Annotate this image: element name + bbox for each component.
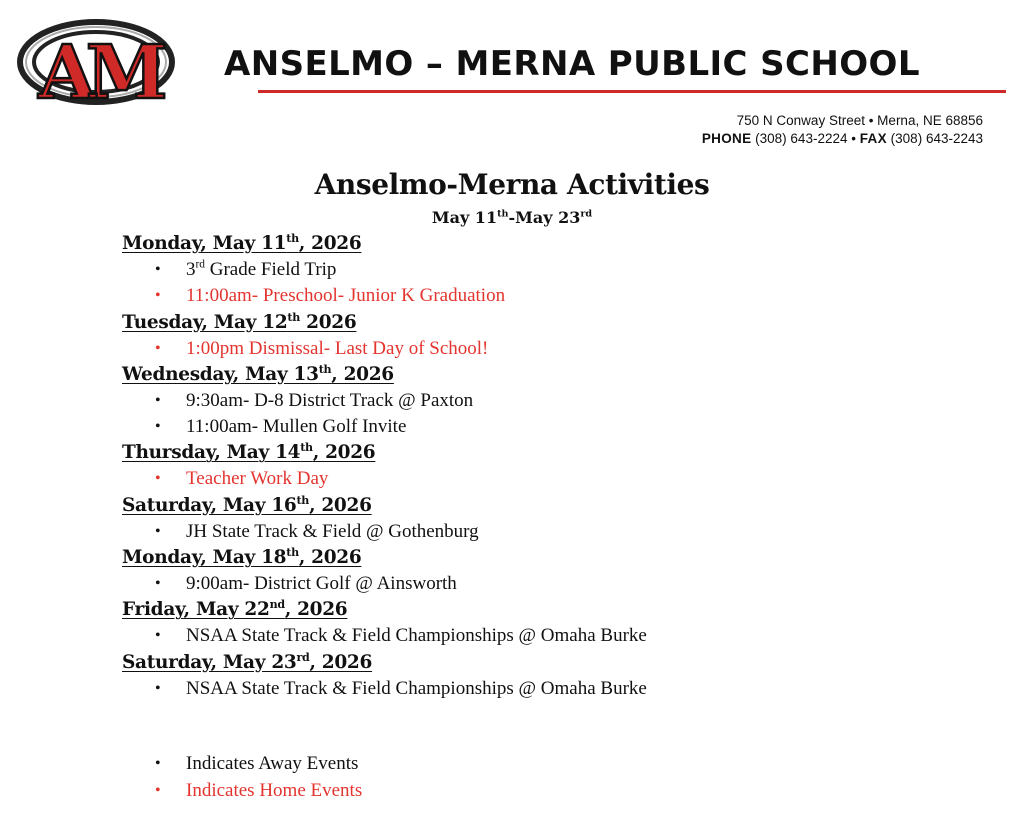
event-text-part: NSAA State Track & Field Championships @ Omaha Burke bbox=[186, 677, 647, 699]
bullet-icon: • bbox=[155, 287, 161, 305]
event-text bbox=[186, 466, 328, 492]
day-heading-year: , 2026 bbox=[312, 442, 376, 464]
event-text-part: NSAA State Track & Field Championships @ Omaha Burke bbox=[186, 625, 647, 647]
bullet-icon: • bbox=[155, 575, 161, 593]
phone-label: PHONE bbox=[701, 131, 752, 146]
letterhead bbox=[0, 0, 1024, 160]
page-title: Anselmo-Merna Activities bbox=[314, 168, 710, 201]
bullet-icon: • bbox=[155, 470, 161, 488]
bullet-icon: • bbox=[155, 679, 161, 697]
day-heading-year: , 2026 bbox=[331, 363, 394, 385]
day-heading bbox=[122, 650, 1002, 676]
event-list bbox=[122, 571, 1002, 597]
away-event-item bbox=[122, 519, 1002, 545]
day-heading-date: Thursday, May 14 bbox=[122, 442, 301, 464]
phone-number: (308) 643-2224 bbox=[755, 131, 848, 146]
event-text-part: 11:00am- Preschool- Junior K Graduation bbox=[186, 285, 506, 307]
contact-block bbox=[702, 112, 983, 148]
legend-home bbox=[122, 777, 722, 804]
bullet-icon: • bbox=[155, 522, 161, 540]
event-text bbox=[186, 257, 336, 283]
contact-separator: • bbox=[851, 131, 856, 146]
away-event-item bbox=[122, 388, 1002, 414]
event-list bbox=[122, 519, 1002, 545]
day-heading bbox=[122, 310, 1002, 336]
day-heading-ordinal: th bbox=[286, 231, 299, 245]
bullet-icon: • bbox=[155, 627, 161, 645]
day-heading bbox=[122, 493, 1002, 519]
home-event-item bbox=[122, 466, 1002, 492]
event-text bbox=[186, 571, 457, 597]
event-text bbox=[186, 414, 406, 440]
legend-away bbox=[122, 750, 722, 777]
event-list bbox=[122, 676, 1002, 702]
home-event-item bbox=[122, 336, 1002, 362]
event-list bbox=[122, 466, 1002, 492]
bullet-icon: • bbox=[155, 755, 161, 772]
day-heading bbox=[122, 597, 1002, 623]
day-heading-ordinal: th bbox=[296, 493, 310, 507]
day-heading bbox=[122, 545, 1002, 571]
away-event-item bbox=[122, 571, 1002, 597]
bullet-icon: • bbox=[155, 391, 161, 409]
date-range-start-sup: th bbox=[497, 208, 509, 220]
event-list bbox=[122, 257, 1002, 310]
event-text-part: 11:00am- Mullen Golf Invite bbox=[186, 416, 407, 438]
legend bbox=[122, 750, 722, 804]
day-heading bbox=[122, 362, 1002, 388]
day-heading-ordinal: nd bbox=[269, 598, 285, 612]
event-text-part: 3 bbox=[186, 259, 196, 280]
day-heading-ordinal: th bbox=[286, 545, 299, 559]
day-heading-year: , 2026 bbox=[298, 547, 362, 569]
day-heading-ordinal: rd bbox=[296, 650, 310, 664]
fax-label: FAX bbox=[859, 131, 887, 146]
day-heading-date: Wednesday, May 13 bbox=[122, 363, 319, 385]
away-event-item bbox=[122, 257, 1002, 283]
bullet-icon: • bbox=[155, 339, 161, 357]
day-heading-ordinal: th bbox=[318, 362, 332, 376]
school-logo bbox=[16, 10, 176, 110]
bullet-icon: • bbox=[155, 782, 161, 799]
event-text-part: 9:00am- District Golf @ Ainsworth bbox=[186, 573, 457, 595]
day-heading bbox=[122, 440, 1002, 466]
school-name: ANSELMO – MERNA PUBLIC SCHOOL bbox=[224, 44, 920, 84]
header-rule bbox=[258, 90, 1006, 93]
event-text bbox=[186, 519, 479, 545]
day-heading-date: Saturday, May 16 bbox=[122, 494, 297, 516]
phone-fax-line bbox=[702, 130, 983, 148]
date-range-end-sup: rd bbox=[580, 208, 593, 220]
event-text-part: 9:30am- D-8 District Track @ Paxton bbox=[186, 389, 474, 411]
event-text bbox=[186, 623, 647, 649]
away-event-item bbox=[122, 676, 1002, 702]
date-range-end: -May 23 bbox=[508, 208, 581, 227]
bullet-icon: • bbox=[155, 418, 161, 436]
logo-lettering: AM bbox=[38, 30, 158, 110]
day-heading-ordinal: th bbox=[287, 310, 300, 324]
away-event-item bbox=[122, 623, 1002, 649]
event-text bbox=[186, 676, 647, 702]
day-heading-year: , 2026 bbox=[284, 599, 348, 621]
event-list bbox=[122, 388, 1002, 441]
date-range-start: May 11 bbox=[431, 208, 498, 227]
day-heading-ordinal: th bbox=[300, 441, 313, 455]
day-heading-date: Monday, May 18 bbox=[122, 547, 287, 569]
day-heading-date: Saturday, May 23 bbox=[122, 651, 297, 673]
event-list bbox=[122, 623, 1002, 649]
event-text bbox=[186, 283, 505, 309]
event-text-part: JH State Track & Field @ Gothenburg bbox=[186, 520, 479, 542]
event-text-part: Teacher Work Day bbox=[186, 468, 329, 490]
bullet-icon: • bbox=[155, 261, 161, 278]
day-heading-year: , 2026 bbox=[298, 233, 362, 254]
event-text bbox=[186, 388, 473, 414]
date-range bbox=[0, 208, 1024, 227]
event-text-part: Grade Field Trip bbox=[205, 259, 337, 280]
day-heading bbox=[122, 231, 1002, 257]
day-heading-year: , 2026 bbox=[309, 651, 373, 673]
street-address: 750 N Conway Street • Merna, NE 68856 bbox=[736, 113, 983, 128]
event-text bbox=[186, 336, 488, 362]
day-heading-date: Monday, May 11 bbox=[122, 233, 287, 254]
legend-away-text: Indicates Away Events bbox=[186, 753, 359, 774]
day-heading-date: Tuesday, May 12 bbox=[122, 311, 288, 333]
event-text-part: 1:00pm Dismissal- Last Day of School! bbox=[186, 337, 489, 359]
event-list bbox=[122, 336, 1002, 362]
fax-number: (308) 643-2243 bbox=[890, 131, 983, 146]
day-heading-date: Friday, May 22 bbox=[122, 599, 270, 621]
away-event-item bbox=[122, 414, 1002, 440]
event-ordinal: rd bbox=[195, 258, 205, 271]
day-heading-year: 2026 bbox=[299, 311, 357, 333]
day-heading-year: , 2026 bbox=[309, 494, 372, 516]
activity-schedule bbox=[122, 231, 1002, 702]
home-event-item bbox=[122, 283, 1002, 309]
legend-home-text: Indicates Home Events bbox=[186, 780, 363, 801]
